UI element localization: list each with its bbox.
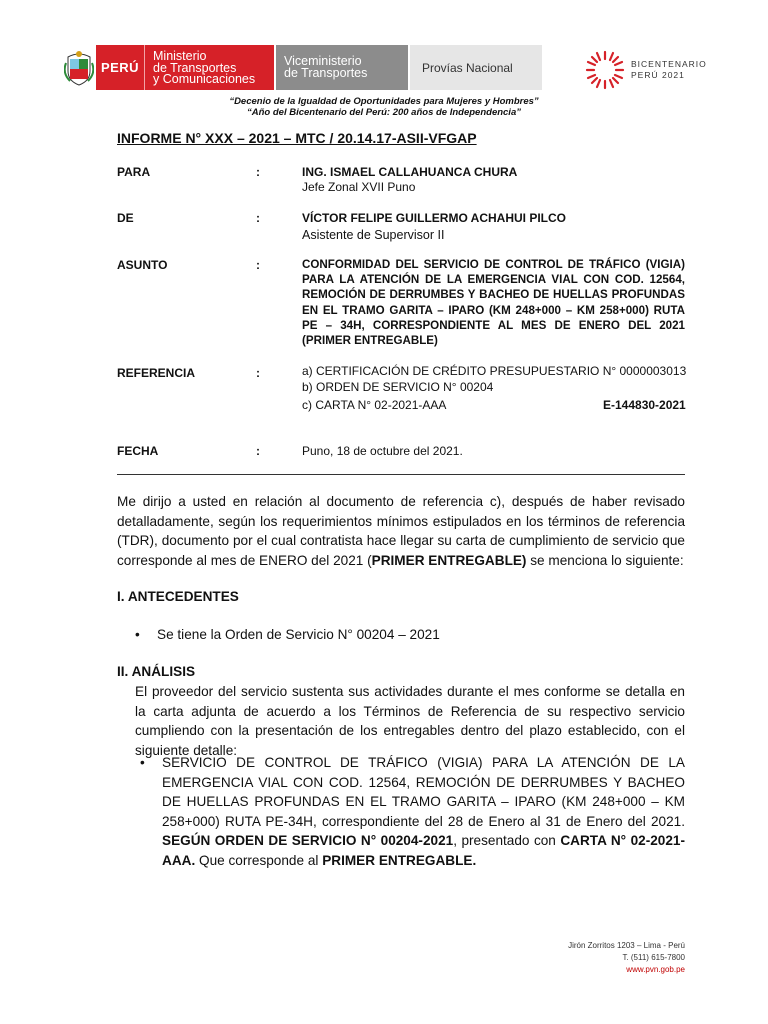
antecedentes-bullet-text: Se tiene la Orden de Servicio N° 00204 – 2021 (157, 627, 440, 642)
institutional-header (62, 45, 542, 90)
referencia-label: REFERENCIA (117, 366, 196, 380)
bicentenario-line: BICENTENARIO (631, 59, 707, 69)
referencia-item: a) CERTIFICACIÓN DE CRÉDITO PRESUPUESTARIO N° 0000003013 (302, 364, 687, 378)
vice-line: Viceministerio (284, 54, 362, 68)
intro-bold: PRIMER ENTREGABLE) (371, 552, 527, 568)
referencia-item: c) CARTA N° 02-2021-AAA (302, 398, 447, 412)
asunto-colon: : (256, 258, 260, 272)
fecha-value: Puno, 18 de octubre del 2021. (302, 444, 463, 458)
list-item (135, 625, 685, 645)
footer-contact (568, 940, 685, 976)
para-colon: : (256, 165, 260, 179)
ministry-box (144, 45, 274, 90)
para-role: Jefe Zonal XVII Puno (302, 180, 416, 194)
para-label: PARA (117, 165, 151, 179)
viceministry-box (276, 45, 408, 90)
motto-line: “Decenio de la Igualdad de Oportunidades para Mujeres y Hombres” (229, 96, 539, 107)
peru-brand-box: PERÚ (96, 45, 144, 90)
ministry-line: Ministerio (153, 49, 207, 63)
de-label: DE (117, 211, 134, 225)
footer-web: www.pvn.gob.pe (626, 965, 685, 974)
section-title-antecedentes: I. ANTECEDENTES (117, 589, 239, 604)
de-name: VÍCTOR FELIPE GUILLERMO ACHAHUI PILCO (302, 211, 567, 225)
header-divider (117, 474, 685, 475)
intro-paragraph (117, 492, 685, 570)
asunto-text: CONFORMIDAD DEL SERVICIO DE CONTROL DE TRÁFICO (VIGIA) PARA LA ATENCIÓN DE LA EMERGENCIA VIAL CON COD. 12564, REMOCIÓN DE DERRUMBES Y BACHEO DE HUELLAS PROFUNDAS EN EL TRAMO GARITA – IPARO (KM 248+000 – KM 258+000) RUTA PE – 34H, CORRESPONDIENTE AL MES DE ENERO DEL 2021 (PRIMER ENTREGABLE) (302, 258, 685, 348)
asunto-label: ASUNTO (117, 258, 168, 272)
analisis-bullet-text (162, 753, 685, 870)
de-colon: : (256, 211, 260, 225)
analisis-bullet-bold: CARTA N° 02-2021-AAA. (162, 833, 685, 868)
analisis-paragraph: El proveedor del servicio sustenta sus actividades durante el mes conforme se detalla en la carta adjunta de acuerdo a los Términos de Referencia de su respectivo servicio cumpliendo con la presentación de los entregables dentro del plazo establecido, con el siguiente detalle: (135, 684, 685, 758)
analisis-bullet-part: Que corresponde al (195, 852, 323, 868)
bullet-icon: • (135, 627, 140, 642)
section-title-analisis: II. ANÁLISIS (117, 664, 196, 679)
analisis-bullet-part: , presentado con (453, 833, 561, 848)
de-role: Asistente de Supervisor II (302, 228, 445, 242)
footer-phone: T. (511) 615-7800 (622, 953, 685, 962)
bullet-icon: • (140, 755, 145, 770)
referencia-code: E-144830-2021 (603, 398, 686, 412)
para-name: ING. ISMAEL CALLAHUANCA CHURA (302, 165, 518, 179)
provias-box: Provías Nacional (410, 45, 542, 90)
motto-line: “Año del Bicentenario del Perú: 200 años de Independencia” (247, 107, 521, 118)
bicentenario-sun-icon (585, 50, 625, 90)
intro-tail: se menciona lo siguiente: (526, 552, 684, 568)
report-title: INFORME N° XXX – 2021 – MTC / 20.14.17-ASII-VFGAP (117, 130, 477, 146)
ministry-line: de Transportes (153, 60, 237, 75)
bicentenario-logo (585, 50, 707, 90)
intro-text: Me dirijo a usted en relación al documento de referencia c), después de haber revisado detalladamente, según los requerimientos mínimos estipulados en los términos de referencia (TDR), documento por el cual contratista hace llegar su carta de cumplimiento de servicio que corresponde al mes de ENERO del 2021 ( (117, 494, 685, 568)
analisis-bullet-bold: PRIMER ENTREGABLE. (322, 852, 477, 868)
fecha-colon: : (256, 444, 260, 458)
list-item (140, 753, 685, 870)
referencia-item: b) ORDEN DE SERVICIO N° 00204 (302, 380, 494, 394)
bicentenario-text (631, 59, 707, 81)
analisis-bullet-part: SERVICIO DE CONTROL DE TRÁFICO (VIGIA) PARA LA ATENCIÓN DE LA EMERGENCIA VIAL CON COD. 12564, REMOCIÓN DE DERRUMBES Y BACHEO DE HUELLAS PROFUNDAS EN EL TRAMO GARITA – IPARO (KM 248+000 – KM 258+000) RUTA PE-34H, correspondiente del 28 de Enero al 31 de Enero del 2021. (162, 755, 685, 829)
bicentenario-line: PERÚ 2021 (631, 70, 685, 80)
footer-address: Jirón Zorritos 1203 – Lima - Perú (568, 941, 685, 950)
coat-of-arms-icon (62, 45, 96, 90)
referencia-colon: : (256, 366, 260, 380)
vice-line: de Transportes (284, 66, 368, 80)
ministry-line: y Comunicaciones (153, 72, 256, 86)
analisis-bullet-bold: SEGÚN ORDEN DE SERVICIO N° 00204-2021 (162, 833, 454, 848)
fecha-label: FECHA (117, 444, 159, 458)
